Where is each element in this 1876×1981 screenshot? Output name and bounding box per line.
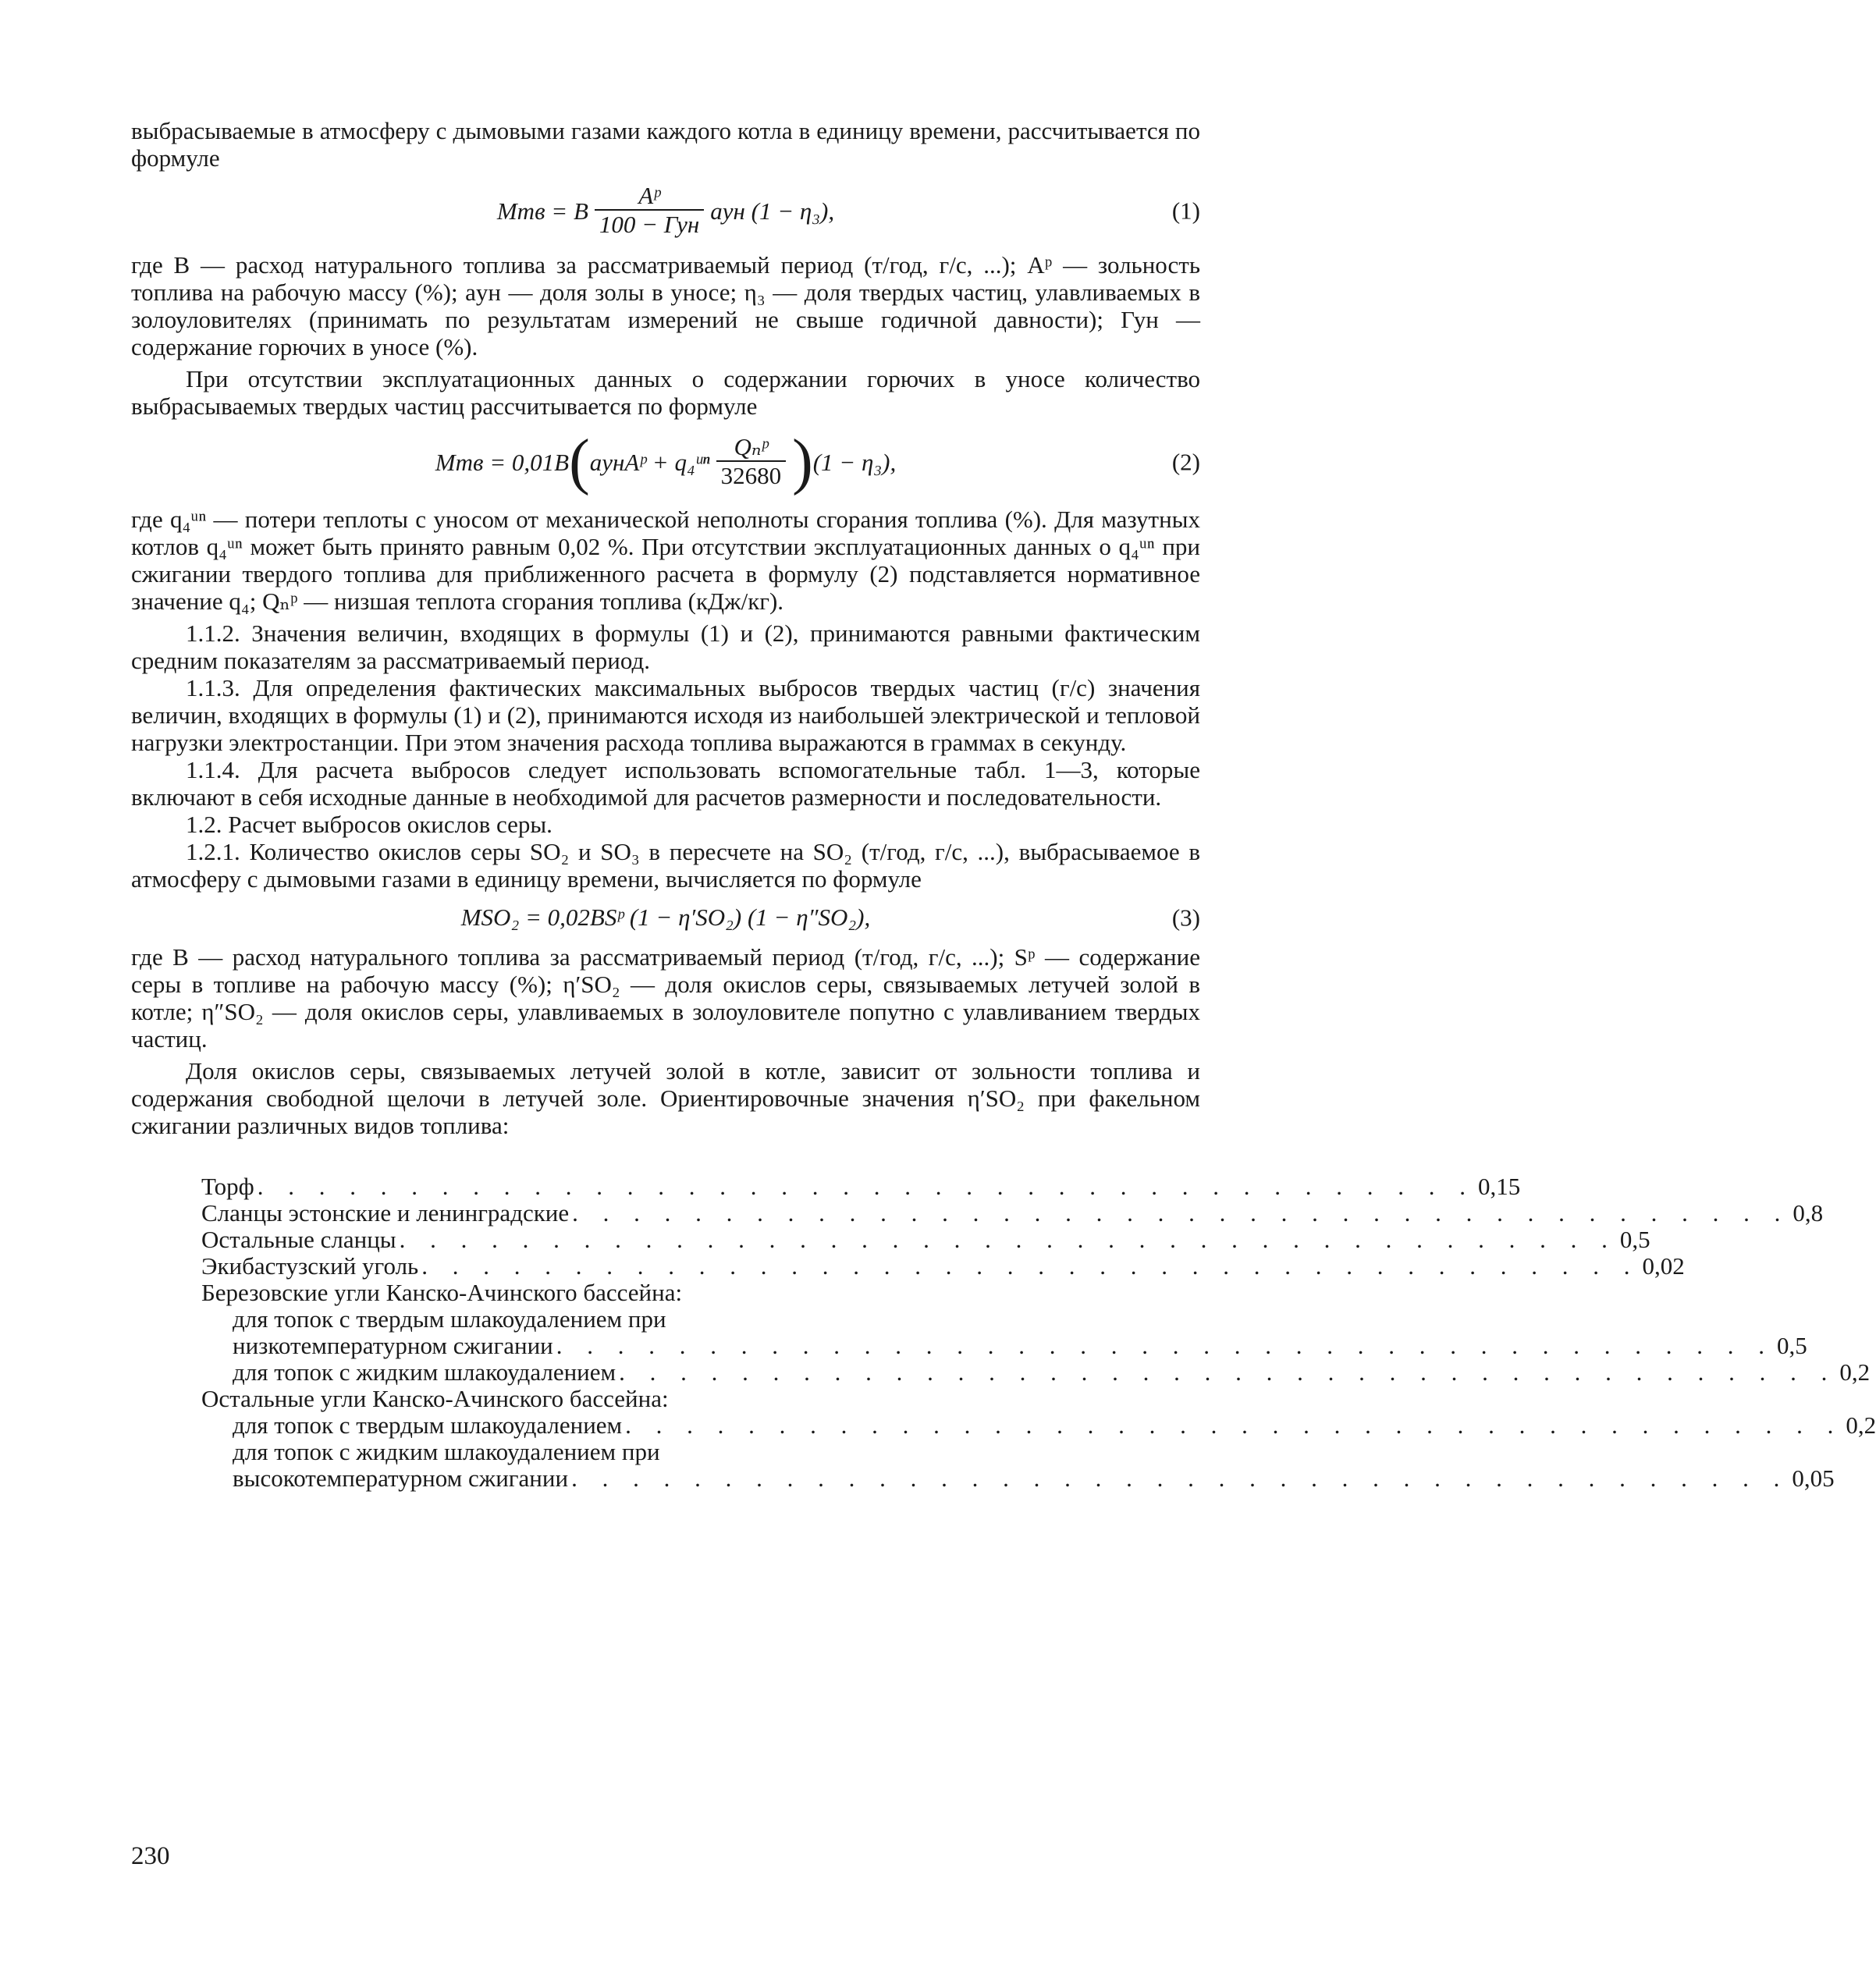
formula-1-numerator: Aᵖ bbox=[638, 182, 660, 209]
formula-3-number: (3) bbox=[1171, 904, 1200, 931]
paragraph-1-2-1: 1.2.1. Количество окислов серы SO₂ и SO₃ в пересчете на SO₂ (т/год, г/с, ...), выбрасываемое в атмосферу с дымовыми газами в единицу времени, вычисляется по формуле bbox=[131, 838, 1200, 893]
paragraph-sulfur-share: Доля окислов серы, связываемых летучей золой в котле, зависит от зольности топлива и содержания свободной щелочи в летучей золе. Ориентировочные значения η′SO₂ при факельном сжигании различных видов топлива: bbox=[131, 1057, 1200, 1139]
formula-2-denominator: 32680 bbox=[716, 460, 787, 490]
list-item: для топок с твердым шлакоудалением . . . . . . . . . . . . . . . . . . . . . . . . . . . . . . . . . . . . . . . . 0,2 bbox=[233, 1411, 1876, 1439]
list-item: для топок с твердым шлакоудалением при bbox=[233, 1305, 666, 1333]
formula-1-fraction bbox=[595, 183, 704, 239]
formula-3-expression: MSO₂ = 0,02BSᵖ (1 − η′SO₂) (1 − η″SO₂), bbox=[460, 904, 871, 931]
formula-2-fraction bbox=[716, 434, 787, 490]
list-item: высокотемпературном сжигании . . . . . . . . . . . . . . . . . . . . . . . . . . . . . . . . . . . . . . . . 0,05 bbox=[233, 1464, 1835, 1492]
formula-2-lhs: Mтв = 0,01B bbox=[435, 448, 570, 476]
list-item: Остальные угли Канско-Ачинского бассейна: bbox=[201, 1385, 669, 1412]
paragraph-definitions-2: где q₄ᵘⁿ — потери теплоты с уносом от механической неполноты сгорания топлива (%). Для мазутных котлов q₄ᵘⁿ может быть принято равным 0,02 %. При отсутствии эксплуатационных данных о q₄ᵘⁿ при сжигании твердого топлива для приближенного расчета в формулу (2) подставляется нормативное значение q₄; Qₙᵖ — низшая теплота сгорания топлива (кДж/кг). bbox=[131, 506, 1200, 615]
paragraph-1-1-2: 1.1.2. Значения величин, входящих в формулы (1) и (2), принимаются равными фактическим средним показателям за рассматриваемый период. bbox=[131, 620, 1200, 674]
formula-2-numerator: Qₙᵖ bbox=[734, 433, 769, 460]
list-item: для топок с жидким шлакоудалением . . . . . . . . . . . . . . . . . . . . . . . . . . . . . . . . . . . . . . . . 0,2 bbox=[233, 1358, 1871, 1386]
list-item: низкотемпературном сжигании . . . . . . . . . . . . . . . . . . . . . . . . . . . . . . . . . . . . . . . . 0,5 bbox=[233, 1332, 1807, 1359]
list-item: Березовские угли Канско-Ачинского бассейна: bbox=[201, 1279, 683, 1306]
list-item: Экибастузский уголь . . . . . . . . . . . . . . . . . . . . . . . . . . . . . . . . . . . . . . . . 0,02 bbox=[201, 1252, 1685, 1280]
paragraph-no-data: При отсутствии эксплуатационных данных о содержании горючих в уносе количество выбрасываемых твердых частиц рассчитывается по формуле bbox=[131, 365, 1200, 420]
formula-3 bbox=[131, 904, 1200, 931]
list-item: Сланцы эстонские и ленинградские . . . . . . . . . . . . . . . . . . . . . . . . . . . . . . . . . . . . . . . . 0,8 bbox=[201, 1199, 1824, 1227]
formula-1 bbox=[131, 183, 1200, 239]
formula-1-lhs: Mтв = B bbox=[496, 197, 588, 225]
list-item: Торф . . . . . . . . . . . . . . . . . . . . . . . . . . . . . . . . . . . . . . . . 0,15 bbox=[201, 1173, 1521, 1200]
list-item: для топок с жидким шлакоудалением при bbox=[233, 1438, 660, 1465]
page-number: 230 bbox=[131, 1842, 170, 1870]
fuel-values-list bbox=[201, 1173, 1876, 1492]
paragraph-intro: выбрасываемые в атмосферу с дымовыми газами каждого котла в единицу времени, рассчитывается по формуле bbox=[131, 117, 1200, 172]
list-item: Остальные сланцы . . . . . . . . . . . . . . . . . . . . . . . . . . . . . . . . . . . . . . . . 0,5 bbox=[201, 1226, 1650, 1253]
paragraph-definitions-1: где B — расход натурального топлива за рассматриваемый период (т/год, г/с, ...); Aᵖ — зольность топлива на рабочую массу (%); aун — доля золы в уносе; η₃ — доля твердых частиц, улавливаемых в золоуловителях (принимать по результатам измерений не свыше годичной давности); Гун — содержание горючих в уносе (%). bbox=[131, 251, 1200, 360]
formula-2-number: (2) bbox=[1171, 448, 1200, 476]
formula-2 bbox=[131, 428, 1200, 496]
left-paren-icon: ( bbox=[569, 428, 590, 496]
formula-1-tail: aун (1 − η₃), bbox=[710, 197, 835, 225]
formula-1-denominator: 100 − Гун bbox=[595, 209, 704, 239]
paragraph-1-2: 1.2. Расчет выбросов окислов серы. bbox=[186, 811, 552, 838]
paragraph-definitions-3: где B — расход натурального топлива за рассматриваемый период (т/год, г/с, ...); Sᵖ — содержание серы в топливе на рабочую массу (%); η′SO₂ — доля окислов серы, связываемых летучей золой в котле; η″SO₂ — доля окислов серы, улавливаемых в золоуловителе попутно с улавливанием твердых частиц. bbox=[131, 943, 1200, 1053]
right-paren-icon: ) bbox=[792, 428, 813, 496]
formula-2-inner: aунAᵖ + q₄ᵘⁿ bbox=[589, 448, 710, 476]
formula-1-number: (1) bbox=[1171, 197, 1200, 225]
paragraph-1-1-4: 1.1.4. Для расчета выбросов следует использовать вспомогательные табл. 1—3, которые включают в себя исходные данные в необходимой для расчетов размерности и последовательности. bbox=[131, 756, 1200, 811]
formula-2-tail: (1 − η₃), bbox=[812, 448, 897, 476]
paragraph-1-1-3: 1.1.3. Для определения фактических максимальных выбросов твердых частиц (г/с) значения величин, входящих в формулы (1) и (2), принимаются исходя из наибольшей электрической и тепловой нагрузки электростанции. При этом значения расхода топлива выражаются в граммах в секунду. bbox=[131, 674, 1200, 756]
